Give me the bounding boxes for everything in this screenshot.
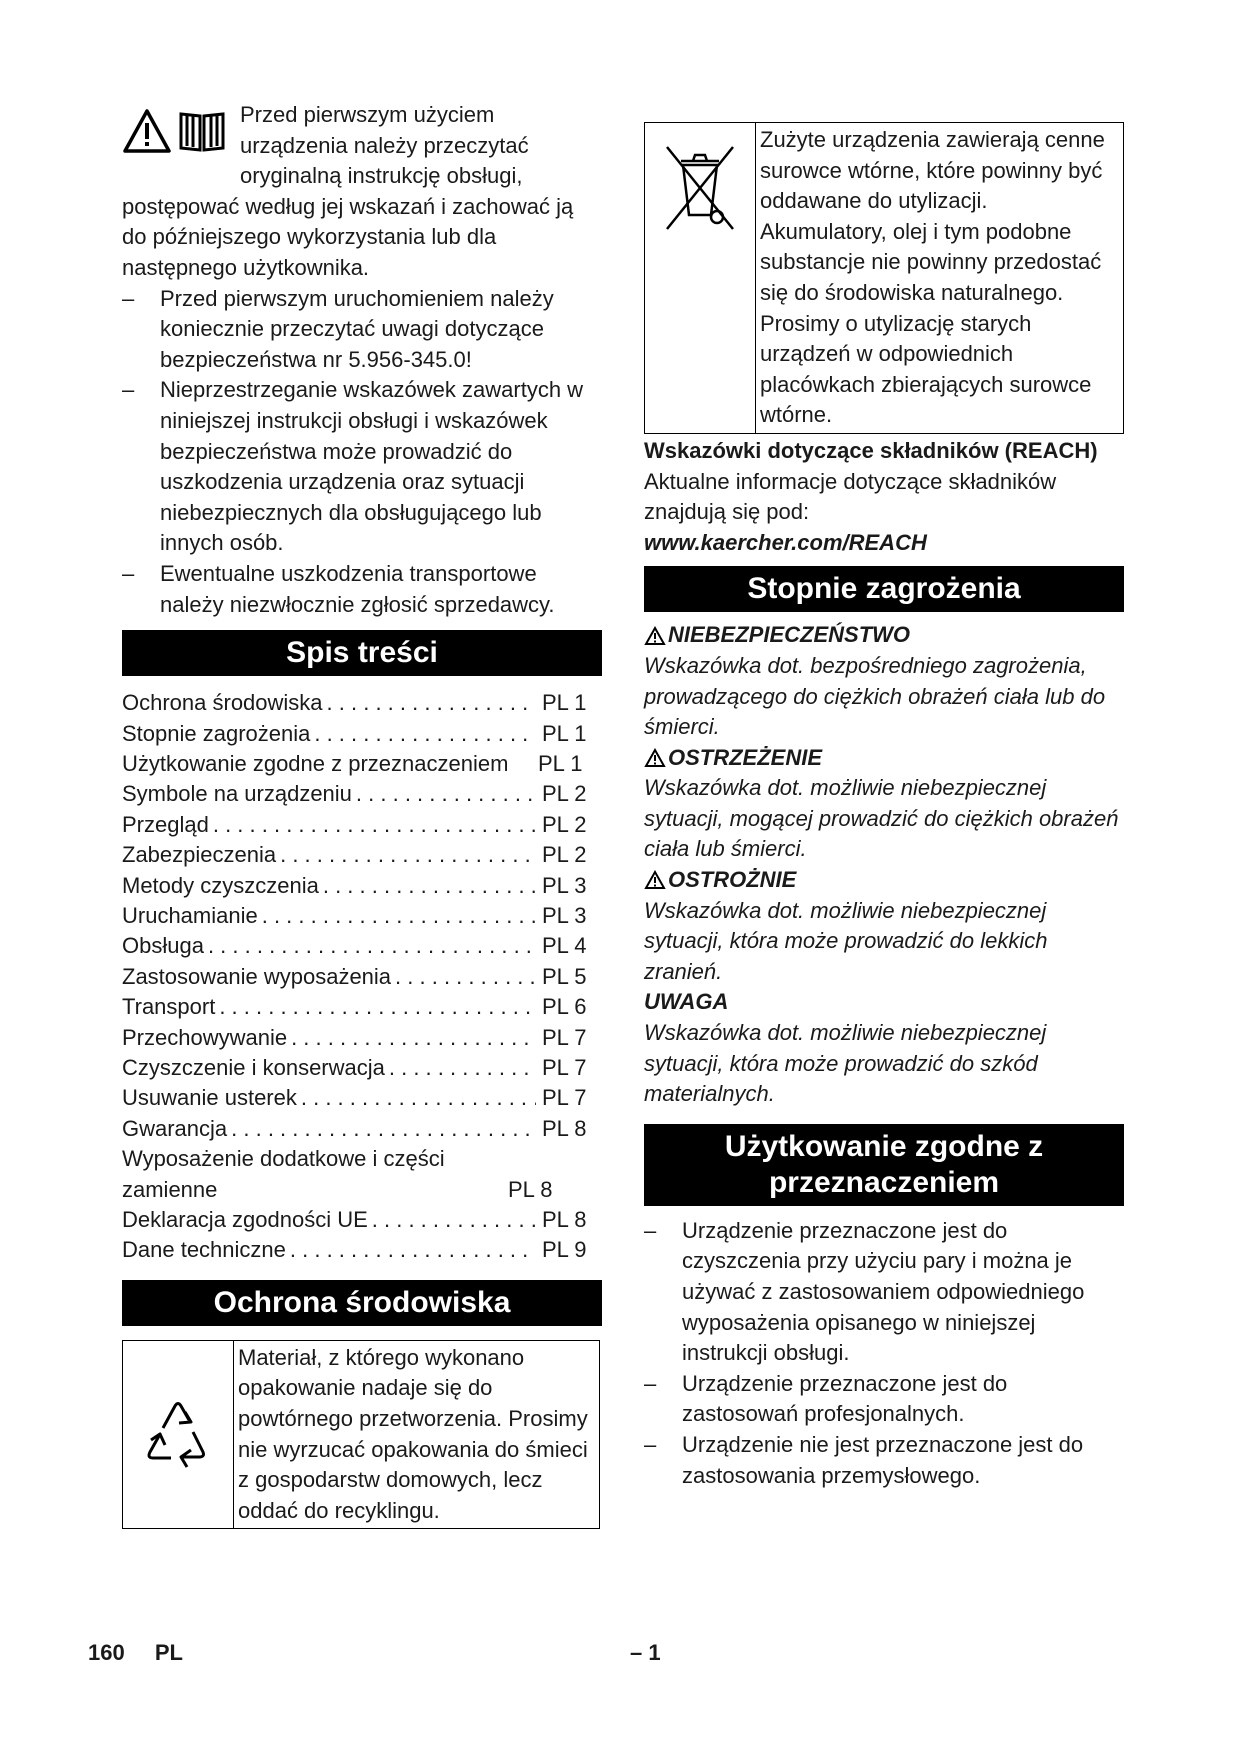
- warning-triangle-icon: [644, 870, 666, 890]
- crossed-out-bin-icon: [659, 139, 741, 237]
- toc-entry-label: Metody czyszczenia: [122, 872, 319, 898]
- toc-heading: Spis treści: [122, 630, 602, 676]
- toc-entry-label: Symbole na urządzeniu: [122, 781, 352, 807]
- toc-entry-page: PL 3: [542, 902, 587, 928]
- reach-title: Wskazówki dotyczące składników (REACH): [644, 437, 1098, 463]
- notice-label: UWAGA: [644, 989, 729, 1015]
- language-code: PL: [154, 1640, 183, 1665]
- toc-entry[interactable]: [122, 810, 602, 840]
- hazard-level-label: [644, 987, 1124, 1018]
- intro-paragraph: Przed pierwszym użyciem urządzenia należy przeczytać oryginalną instrukcję obsługi, postępować według jej wskazań i zachować ją do późniejszego wykorzystania lub dla następnego użytkownika.: [122, 102, 574, 280]
- caution-label: OSTROŻNIE: [668, 867, 797, 893]
- toc-entry[interactable]: [122, 688, 602, 718]
- toc-entry-label: Wyposażenie dodatkowe i części zamienne: [122, 1146, 445, 1202]
- toc-entry-label: Uruchamianie: [122, 902, 258, 928]
- disposal-text: Zużyte urządzenia zawierają cenne surowce wtórne, które powinny być oddawane do utylizacji. Akumulatory, olej i tym podobne substancje nie powinny przedostać się do środowiska naturalnego. Prosimy o utylizację starych urządzeń w odpowiednich placówkach zbierających surowce wtórne.: [760, 127, 1105, 428]
- toc-entry-page: PL 2: [542, 811, 587, 837]
- recycle-icon: [133, 1390, 223, 1480]
- disposal-box: [644, 122, 1124, 434]
- footer-section-page: – 1: [630, 1640, 661, 1665]
- toc-entry[interactable]: [122, 840, 602, 870]
- toc-entry-page: PL 7: [542, 1024, 587, 1050]
- toc-entry-page: PL 8: [542, 1115, 587, 1141]
- toc-entry-page: PL 6: [542, 994, 587, 1020]
- list-item: – Urządzenie przeznaczone jest do czyszczenia przy użyciu pary i można je używać z zastosowaniem odpowiedniego wyposażenia opisanego w niniejszej instrukcji obsługi.: [644, 1216, 1124, 1369]
- toc-entry-label: Stopnie zagrożenia: [122, 720, 311, 746]
- hazard-levels: [644, 620, 1124, 1110]
- toc-entry-page: PL 2: [542, 842, 587, 868]
- list-item: – Urządzenie nie jest przeznaczone jest do zastosowania przemysłowego.: [644, 1430, 1124, 1491]
- page-number: 160: [88, 1640, 125, 1665]
- manual-book-icon: [178, 108, 226, 154]
- intended-use-list: [644, 1216, 1124, 1491]
- toc-entry-page: PL 7: [542, 1085, 587, 1111]
- toc-entry[interactable]: [122, 1205, 602, 1235]
- toc-entry[interactable]: [122, 1023, 602, 1053]
- reach-text: Aktualne informacje dotyczące składników znajdują się pod:: [644, 468, 1057, 525]
- recycle-icon-cell: [123, 1341, 234, 1529]
- danger-description: Wskazówka dot. bezpośredniego zagrożenia, prowadzącego do ciężkich obrażeń ciała lub do śmierci.: [644, 652, 1106, 740]
- hazard-level-label: [644, 743, 1124, 774]
- toc-entry[interactable]: [122, 779, 602, 809]
- toc-entry-page: PL 2: [542, 781, 587, 807]
- toc-entry[interactable]: [122, 719, 602, 749]
- toc-entry[interactable]: [122, 1114, 602, 1144]
- list-item: – Nieprzestrzeganie wskazówek zawartych w niniejszej instrukcji obsługi i wskazówek bezpieczeństwa może prowadzić do uszkodzenia urządzenia oraz sytuacji niebezpiecznych dla obsługującego lub innych osób.: [122, 375, 602, 559]
- toc-entry-label: Przegląd: [122, 811, 209, 837]
- packaging-text: Materiał, z którego wykonano opakowanie nadaje się do powtórnego przetworzenia. Prosimy nie wyrzucać opakowania do śmieci z gospodarstw domowych, lecz oddać do recyklingu.: [238, 1344, 588, 1523]
- footer-page-number: [88, 1640, 183, 1666]
- toc-entry-label: Użytkowanie zgodne z przeznaczeniem: [122, 750, 509, 776]
- toc-entry-label: Obsługa: [122, 933, 204, 959]
- left-column: [122, 100, 602, 1529]
- list-item: – Ewentualne uszkodzenia transportowe należy niezwłocznie zgłosić sprzedawcy.: [122, 559, 602, 620]
- toc-entry-page: PL 4: [542, 933, 587, 959]
- toc-entry-label: Zabezpieczenia: [122, 842, 277, 868]
- toc-entry-page: PL 1: [542, 720, 587, 746]
- toc-entry-label: Gwarancja: [122, 1115, 228, 1141]
- packaging-recycling-box: [122, 1340, 600, 1530]
- warning-triangle-icon: [122, 108, 172, 154]
- toc-entry-label: Zastosowanie wyposażenia: [122, 963, 392, 989]
- toc-entry-page: PL 7: [542, 1054, 587, 1080]
- toc-entry-page: PL 8: [508, 1176, 553, 1202]
- list-item: – Przed pierwszym uruchomieniem należy koniecznie przeczytać uwagi dotyczące bezpieczeństwa nr 5.956-345.0!: [122, 284, 602, 376]
- intro-section: [122, 100, 602, 284]
- toc-entry-page: PL 9: [542, 1237, 587, 1263]
- crossed-bin-cell: [645, 123, 756, 433]
- caution-description: Wskazówka dot. możliwie niebezpiecznej sytuacji, która może prowadzić do lekkich zranień.: [644, 897, 1048, 984]
- toc-entry[interactable]: [122, 931, 602, 961]
- intro-notes-list: [122, 284, 602, 621]
- toc-entry-label: Ochrona środowiska: [122, 690, 323, 716]
- hazard-levels-heading: Stopnie zagrożenia: [644, 566, 1124, 612]
- toc-entry-label: Transport: [122, 994, 216, 1020]
- notice-description: Wskazówka dot. możliwie niebezpiecznej sytuacji, która może prowadzić do szkód materialnych.: [644, 1020, 1047, 1107]
- toc-entry[interactable]: [122, 1083, 602, 1113]
- warning-triangle-icon: [644, 748, 666, 768]
- toc-entry[interactable]: [122, 1235, 602, 1265]
- hazard-level-label: [644, 620, 1124, 651]
- danger-label: NIEBEZPIECZEŃSTWO: [668, 622, 911, 648]
- toc-entry[interactable]: [122, 992, 602, 1022]
- warning-description: Wskazówka dot. możliwie niebezpiecznej sytuacji, mogącej prowadzić do ciężkich obrażeń ciała lub śmierci.: [644, 775, 1119, 862]
- intended-use-heading: Użytkowanie zgodne z przeznaczeniem: [644, 1124, 1124, 1206]
- toc-entry-label: Usuwanie usterek: [122, 1085, 297, 1111]
- toc-entry-page: PL 5: [542, 963, 587, 989]
- toc-entry[interactable]: [122, 871, 602, 901]
- warning-label: OSTRZEŻENIE: [668, 744, 823, 770]
- hazard-level-label: [644, 865, 1124, 896]
- toc-entry-page: PL 1: [538, 750, 583, 776]
- toc-entry[interactable]: [122, 901, 602, 931]
- right-column: [644, 122, 1124, 1491]
- toc-entry-label: Czyszczenie i konserwacja: [122, 1054, 385, 1080]
- reach-link[interactable]: www.kaercher.com/REACH: [644, 529, 927, 555]
- toc-entry-label: Dane techniczne: [122, 1237, 286, 1263]
- toc-entry[interactable]: [122, 1053, 602, 1083]
- toc-entry-page: PL 1: [542, 690, 587, 716]
- warning-triangle-icon: [644, 626, 666, 646]
- toc-entry-page: PL 8: [542, 1207, 587, 1232]
- environment-heading: Ochrona środowiska: [122, 1280, 602, 1326]
- toc-entry-page: PL 3: [542, 872, 587, 898]
- table-of-contents: [122, 688, 602, 1266]
- intro-icons: [122, 108, 230, 166]
- toc-entry-label: Przechowywanie: [122, 1024, 288, 1050]
- toc-entry[interactable]: [122, 749, 602, 779]
- toc-entry[interactable]: [122, 1144, 602, 1205]
- toc-entry[interactable]: [122, 962, 602, 992]
- list-item: – Urządzenie przeznaczone jest do zastosowań profesjonalnych.: [644, 1369, 1124, 1430]
- toc-entry-label: Deklaracja zgodności UE: [122, 1207, 368, 1232]
